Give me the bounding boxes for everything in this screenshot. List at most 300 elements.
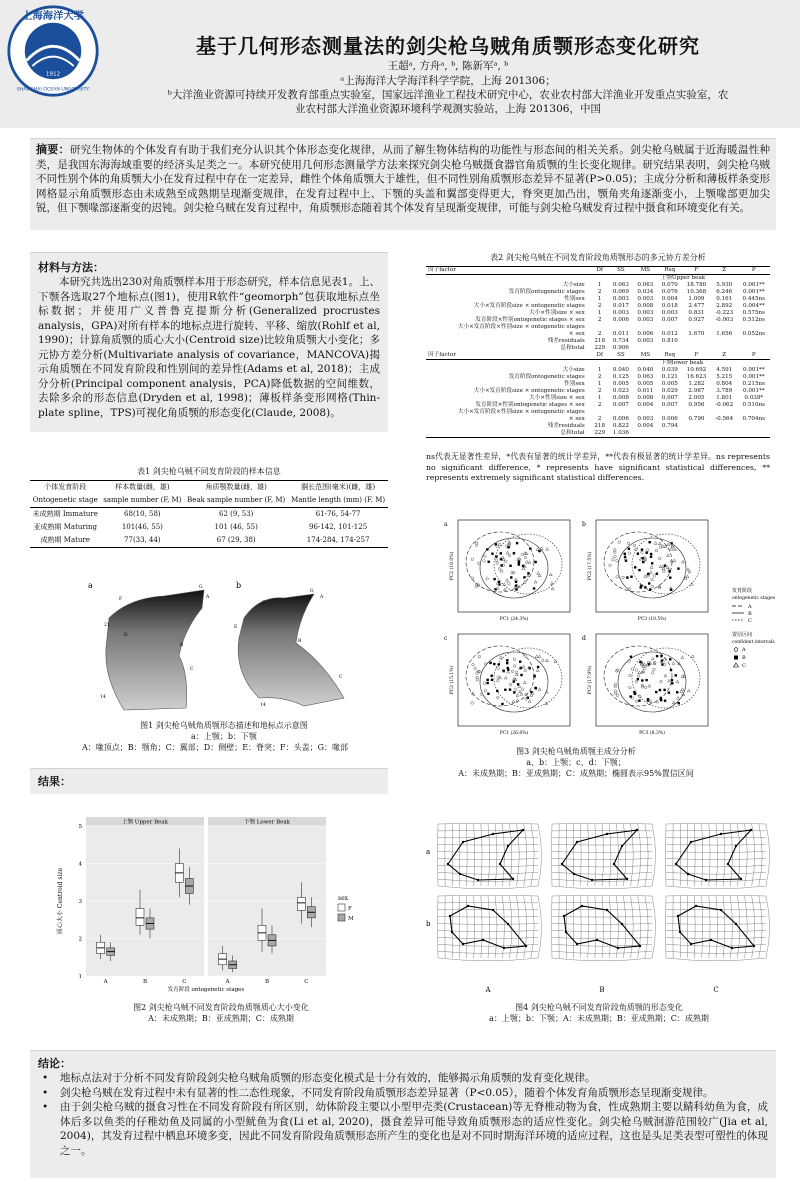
table2-col-header: F [694,352,699,358]
table2-cell [682,324,711,331]
table2-cell: 0.034 [637,289,654,295]
table1-header-cn: 角质颚数量(雌，雄) [205,483,267,491]
table2-cell: 0.831 [688,310,705,316]
table2-factor: 大小×发育阶段size × ontogenetic stages [473,303,585,309]
fig4-landmark [727,863,729,865]
table2-cell: 229 [594,430,606,436]
table2-cell: 1.670 [688,331,705,337]
svg-text:F: F [119,597,123,602]
fig4-landmark [447,863,449,865]
fig3-point-B [638,699,640,701]
affiliation-b-line2: 业农村部大洋渔业资源环境科学观测实验站，上海 201306，中国 [295,103,601,115]
fig3-point-B [624,553,626,555]
table2-cell: -0.003 [715,317,734,323]
fig4-landmark [705,879,707,881]
fig4-landmark [451,931,453,933]
fig3-legend-marker-label: A [742,647,746,653]
fig4-landmark [735,845,737,847]
fig3-point-B [656,655,658,657]
table2-col-header: Z [722,267,727,273]
table2-cell: 0.005 [661,381,678,387]
table2-cell: 0.704ns [742,416,766,422]
table2-row [426,381,770,388]
fig4-landmark [621,845,623,847]
table1 [30,480,388,548]
fig3-point-B [519,661,521,663]
fig3-point-B [500,552,502,554]
table2-cell: 0.039 [661,367,678,373]
table2-factor: 大小×性别size × sex [529,310,585,316]
fig4-grid [665,895,769,961]
table1-header-cn: 样本数量(雌，雄) [115,483,170,491]
fig3-point-B [486,548,488,550]
fig3-point-B [630,656,632,658]
affiliation-b-line1: ᵇ大洋渔业资源可持续开发教育部重点实验室，国家远洋渔业工程技术研究中心，农业农村部大洋渔业开发重点实验室，农 [167,89,729,101]
table2-cell: 0.790 [688,416,705,422]
fig2-ytick: 3 [78,899,82,905]
poster-title: 基于几何形态测量法的剑尖枪乌贼角质颚形态变化研究 [196,34,700,58]
fig3-legend-title1-en: ontogenetic stages [732,596,776,601]
fig3-point-B [506,662,508,664]
fig2-ytick: 2 [78,936,82,943]
fig3-point-B [533,587,535,589]
table2-cell: 0.004 [661,296,678,302]
table2-cell: 0.512ns [742,317,766,323]
table2-cell: 1 [597,367,602,373]
table2-factor: 大小size [562,367,585,373]
fig4-landmark [606,833,608,835]
table2-cell: 0.005 [612,381,629,387]
fig3-legend-marker [734,648,738,652]
table1-cell: 77(33, 44) [124,536,161,544]
table2-cell: 0.006 [661,416,678,422]
table2-cell: 0.008 [637,395,654,401]
fig1-panel-b-label: b [236,581,242,590]
svg-text:C: C [190,667,194,672]
table2-cell: 1 [597,310,602,316]
fig4-col-label: C [713,986,719,994]
fig3-point-B [676,691,678,693]
fig3-point-B [496,690,498,692]
table2-col-header: Z [722,352,727,358]
table2-col-header: Rsq [664,352,676,358]
authors: 王超ᵃ, 方舟ᵃ, ᵇ, 陈新军ᵃ, ᵇ [387,60,509,72]
fig3-legend-marker [734,663,739,667]
table2-cell: 0.001** [742,388,765,394]
table2-cell: 0.018 [661,303,678,309]
table1-cell: 62 (9, 53) [218,510,254,518]
fig3-ylabel: PC2 (17.9%) [588,665,593,695]
fig2-panel-title: 上颚 Upper Beak [122,819,168,826]
fig3-xlabel: PC1 (24.3%) [499,617,529,622]
table2-note: ns代表无显著性差异，*代表有显著的统计学差异，**代表有极显著的统计学差异。ns represents no significant difference, * represents have significant statistical differences, ** represents extremely significant statistical differences. [426,452,770,482]
table2-cell [711,409,738,416]
table2-cell: 0.007 [612,402,629,408]
fig3-legend-title2-en: confident intervals [732,640,775,645]
fig3-point-B [498,581,500,583]
table2-row [426,289,770,296]
table2-cell: 2.477 [688,303,705,309]
table2-cell: 10.692 [686,367,707,373]
fig4-landmark [621,923,623,925]
table2-cell: 0.069 [612,289,629,295]
fig3-point-B [678,702,680,704]
fig3-point-B [630,576,632,578]
fig3-point-B [655,691,657,693]
fig2-legend-label: F [348,906,352,912]
figure4-subcaption: a：上颚；b：下颚；A：未成熟期；B：亚成熟期；C：成熟期 [489,1014,709,1023]
fig3-point-B [626,576,628,578]
fig3-point-B [501,703,503,705]
fig4-landmark [636,829,638,831]
fig3-point-B [628,548,630,550]
table2-cell: 0.906 [612,345,629,351]
table2-cell: 0.004 [637,423,654,429]
results-label: 结果： [38,775,71,788]
fig3-ylabel: PC2 (15.1%) [450,665,455,695]
fig3-point-B [645,679,647,681]
fig3-point-B [506,659,508,661]
fig4-row-label: a [426,848,431,856]
table2-cell: 2 [597,331,602,337]
fig4-landmark [690,841,692,843]
table2-cell: 0.734 [612,338,629,344]
fig3-legend-line-label: A [748,604,752,610]
table2-cell: 0.052ns [742,331,766,337]
fig3-point-B [668,570,670,572]
fig4-landmark [675,863,677,865]
abstract-text: 研究生物体的个体发育有助于我们充分认识其个体形态变化规律，从而了解生物体结构的功能性与形态间的相关关系。剑尖枪乌贼属于近海暖温性种类，是我国东海海域重要的经济头足类之一。本研究使用几何形态测量学方法来探究剑尖枪乌贼摄食器官角质颚的生长变化规律。研究结果表明，剑尖枪乌贼不同性别个体的角质颚大小在发育过程中存在一定差异，雌性个体角质颚大于雄性，但不同性别角质颚形态差异不显著(P>0.05)；主成分分析和薄板样条变形网格显示角质颚形态由未成熟至成熟期呈现渐变规律，在发育过程中上、下颚的头盖和翼部变得更大，脊突更加凸出，颚角夹角逐渐变小，上颚喙部更加尖锐，但下颚喙部逐渐变的迟钝。剑尖枪乌贼在发育过程中，角质颚形态随着其个体发育呈现渐变规律，可能与剑尖枪乌贼发育过程中摄食和环境变化有关。 [36,144,770,214]
figure3-pca-scatter [436,516,780,742]
table2-cell: 0.063 [637,282,654,288]
table2-cell [711,345,738,352]
table2-cell: 1.282 [688,381,705,387]
fig3-panel-label: b [582,521,586,528]
fig4-beak-outline [450,906,526,948]
table2-col-header: Rsq [664,267,676,273]
table2-factor: 总和total [560,345,585,351]
svg-text:14: 14 [260,703,266,708]
figure4-tps-grids [424,820,784,1000]
table2-cell: 0.063 [612,282,629,288]
table2-cell: 0.040 [637,367,654,373]
table2-cell [609,324,633,331]
fig2-ytick: 4 [78,861,82,868]
fig4-landmark [561,863,563,865]
fig4-landmark [576,841,578,843]
table2-cell: 0.003 [637,338,654,344]
svg-text:E: E [234,625,238,630]
table1-cell: 101 (46, 55) [214,523,258,531]
fig3-point-B [507,667,509,669]
table2-col-header: F [694,267,699,273]
fig4-landmark [565,931,567,933]
fig4-landmark [613,863,615,865]
fig4-landmark [449,915,451,917]
table2-cell: 0.125 [612,374,629,380]
table2-factor: 性别sex [564,296,585,302]
fig3-point-B [675,674,677,676]
fig3-point-B [537,666,539,668]
table1-cell: 未成熟期 Immature [32,510,98,518]
fig4-landmark [591,879,593,881]
table2-factor: 残差residuals [547,423,585,429]
fig3-point-B [651,562,653,564]
fig4-landmark [492,833,494,835]
table2-cell: 2 [597,289,602,295]
fig3-point-B [625,559,627,561]
table2-cell: 0.003 [612,310,629,316]
fig3-point-B [629,695,631,697]
table2-cell: 0.007 [661,395,678,401]
fig3-point-B [486,679,488,681]
fig2-xtick: C [304,979,309,985]
table2-cell [633,409,657,416]
table2-cell: 16.623 [686,374,707,380]
table1-cell: 亚成熟期 Maturing [33,523,97,531]
fig3-point-B [534,561,536,563]
fig4-col-label: B [599,986,605,994]
fig4-landmark [639,945,641,947]
table2-cell: 0.003 [637,317,654,323]
table2-cell: 0.004** [742,303,765,309]
conclusion-item-3: • 由于剑尖枪乌贼的摄食习性在不同发育阶段有所区别，幼体阶段主要以小型甲壳类(Crustacean)等无脊椎动物为食，性成熟期主要以鲭科幼鱼为食，成体后多以鱼类的仔稚幼鱼及同属的小型鱿鱼为食(Li et al, 2020)，摄食差异可能导致角质颚形态的适应性变化。剑尖枪乌贼洄游范围较广(Jia et al, 2004)，其发育过程中栖息环境多变，因此不同发育阶段角质颚形态所产生的变化也是对不同时期海洋环境的适应过程，这也是头足类表型可塑性的体现之一。 [38,1100,768,1158]
fig3-point-B [523,576,525,578]
fig3-point-B [493,578,495,580]
fig4-landmark [503,947,505,949]
affiliation-a: ᵃ上海海洋大学海洋科学学院，上海 201306； [340,75,556,87]
table2-cell: 1.036 [612,430,629,436]
table2-cell: 0.121 [661,374,678,380]
fig2-ytick: 1 [78,974,82,980]
table2-cell: 0.007 [661,402,678,408]
table2-cell [658,430,682,437]
table2-cell: 1 [597,395,602,401]
fig2-xtick: B [142,979,148,985]
table2-block-label: 上颚Upper beak [660,275,706,281]
table1-caption: 表1 剑尖枪乌贼不同发育阶段的样本信息 [137,467,281,476]
table2-cell: 218 [594,423,606,429]
table2-cell: 1.801 [716,395,733,401]
fig2-legend-label: M [348,916,354,922]
table2-cell: -0.564 [715,416,734,422]
fig4-landmark [679,931,681,933]
logo-english-text: SHANGHAI OCEAN UNIVERSITY [16,87,90,93]
table2-cell [633,324,657,331]
fig3-point-B [663,689,665,691]
fig3-point-B [640,586,642,588]
figure4-caption: 图4 剑尖枪乌贼不同发育阶段角质颚的形态变化 [515,1003,683,1012]
table2-cell: 0.029 [661,388,678,394]
lower-beak-shape [238,594,344,706]
fig3-point-B [677,567,679,569]
figure2-caption: 图2 剑尖枪乌贼不同发育阶段角质颚质心大小变化 [133,1003,309,1012]
fig3-point-B [520,674,522,676]
table2-cell: 2 [597,317,602,323]
table2-cell [711,423,738,430]
svg-text:21: 21 [104,623,110,628]
fig2-panel-title: 下颚 Lower Beak [244,819,290,826]
fig2-xtick: B [264,979,270,985]
fig3-point-B [491,553,493,555]
table2-cell: 0.001** [742,289,765,295]
fig4-landmark [522,829,524,831]
table2-cell: 2 [597,388,602,394]
table2-cell: 5.930 [716,282,733,288]
svg-text:F: F [262,601,266,606]
table2-cell [711,430,738,437]
svg-text:14: 14 [100,695,106,700]
table2-cell [682,423,711,430]
table2-col-header: P [751,352,756,358]
conclusion-section [30,1050,776,1178]
svg-text:A: A [206,595,210,600]
figure2-subcaption: A：未成熟期；B：亚成熟期；C：成熟期 [148,1014,294,1023]
fig3-point-B [670,669,672,671]
table2-cell: 0.927 [688,317,705,323]
fig3-point-B [500,564,502,566]
fig4-landmark [525,945,527,947]
table1-cell: 174-284, 174-257 [306,536,370,544]
fig3-point-B [498,663,500,665]
fig3-point-B [645,552,647,554]
fig3-point-B [491,679,493,681]
fig3-point-B [487,693,489,695]
table2-factor: 发育阶段ontogenetic stages [508,374,585,380]
table2-cell: 0.445ns [742,296,766,302]
table2-cell: 2 [597,374,602,380]
fig3-point-B [509,688,511,690]
table2-cell: 6.246 [716,289,733,295]
fig4-beak-outline [564,906,640,948]
fig2-ylabel: 质心大小 Centroid size [57,867,64,935]
table2-caption: 表2 剑尖枪乌贼在不同发育阶段角质颚形态的多元协方差分析 [490,253,706,262]
fig3-point-B [515,588,517,590]
fig3-point-B [648,582,650,584]
table2-cell [738,338,770,345]
fig4-landmark [753,945,755,947]
table2-row [426,282,770,289]
fig3-point-B [633,691,635,693]
university-logo [6,4,100,98]
fig3-legend-line-label: C [748,618,752,624]
fig3-point-B [534,687,536,689]
fig3-point-B [664,564,666,566]
table2-row [426,430,770,437]
fig3-point-B [671,679,673,681]
fig3-point-B [522,565,524,567]
table2-cell [658,345,682,352]
table2-cell: 0.063 [637,374,654,380]
table2-cell: 0.004 [637,402,654,408]
table2-cell [682,338,711,345]
table2-row [426,331,770,338]
table2-cell: 218 [594,338,606,344]
table2-cell: 18.780 [686,282,707,288]
fig3-xlabel: PC3 (8.3%) [639,731,665,736]
fig3-point-B [671,682,673,684]
fig4-landmark [459,873,461,875]
table2-cell: 0.007 [661,317,678,323]
table2-cell: 1 [597,296,602,302]
table2-factor: 总和total [560,430,585,436]
table2-cell [591,324,609,331]
table2-cell: -0.062 [715,402,734,408]
table2-factor: × sex [568,331,585,337]
table2-cell: 0.012 [661,331,678,337]
table2-cell [658,324,682,331]
fig4-landmark [467,905,469,907]
table1-cell: 成熟期 Mature [40,536,90,544]
table2-cell: 0.161 [716,296,733,302]
fig3-point-B [659,689,661,691]
fig3-point-B [669,576,671,578]
table2-cell: 0.005 [637,381,654,387]
table2-cell: 0.011 [637,388,654,394]
fig3-legend-line-label: B [748,611,752,617]
figure1-legend: A：喙顶点；B：颚角；C：翼部；D：侧壁；E：脊突；F：头盖；G：喙部 [82,743,348,752]
table2-cell: -0.223 [715,310,734,316]
table2-cell: 0.003 [637,310,654,316]
table2-row [426,345,770,352]
fig4-landmark [720,909,722,911]
fig4-landmark [695,905,697,907]
abstract-section [30,138,776,230]
fig2-xlabel: 发育阶段 ontogenetic stages [167,987,245,993]
methods-label: 材料与方法： [38,261,104,274]
fig2-xtick: A [103,979,108,985]
fig4-grid [551,895,655,961]
fig3-point-B [504,689,506,691]
fig3-xlabel: PC1 (26.6%) [499,731,529,736]
table2-factor: 发育阶段×性别ontogenetic stages × sex [475,402,585,408]
table2-factor: 大小size [562,282,585,288]
fig3-legend-marker [734,656,738,660]
table2-cell: 0.822 [612,423,629,429]
table2-factor: 性别sex [564,381,585,387]
fig3-point-B [513,552,515,554]
fig4-landmark [512,878,514,880]
table2-row [426,338,770,345]
fig3-ylabel: PC2 (18.0%) [450,551,455,581]
table2-cell [738,423,770,430]
fig3-point-B [507,546,509,548]
fig4-landmark [606,909,608,911]
fig3-point-B [664,700,666,702]
table2-factor: 大小×发育阶段size × ontogenetic stages [473,388,585,394]
fig3-point-B [624,556,626,558]
table2-cell: 0.003 [612,296,629,302]
table1-cell: 101(46, 55) [121,523,163,531]
table2-cell: 1 [597,381,602,387]
fig3-point-B [538,550,540,552]
table2-cell: 0.003 [661,310,678,316]
svg-text:G: G [310,589,314,594]
table2-col-header: MS [640,352,651,358]
table2-row [426,416,770,423]
fig4-landmark [462,841,464,843]
fig3-point-B [637,678,639,680]
fig4-landmark [576,943,578,945]
fig3-legend-title2: 置信区间 [732,632,753,638]
fig4-landmark [507,845,509,847]
table2-cell: 2 [597,416,602,422]
table2-col-header: P [751,267,756,273]
table2-cell [738,409,770,416]
fig3-xlabel: PC3 (10.5%) [637,617,667,622]
fig4-landmark [477,879,479,881]
table2-factor: 大小×发育阶段×性别size × ontogenetic stages [457,409,585,415]
